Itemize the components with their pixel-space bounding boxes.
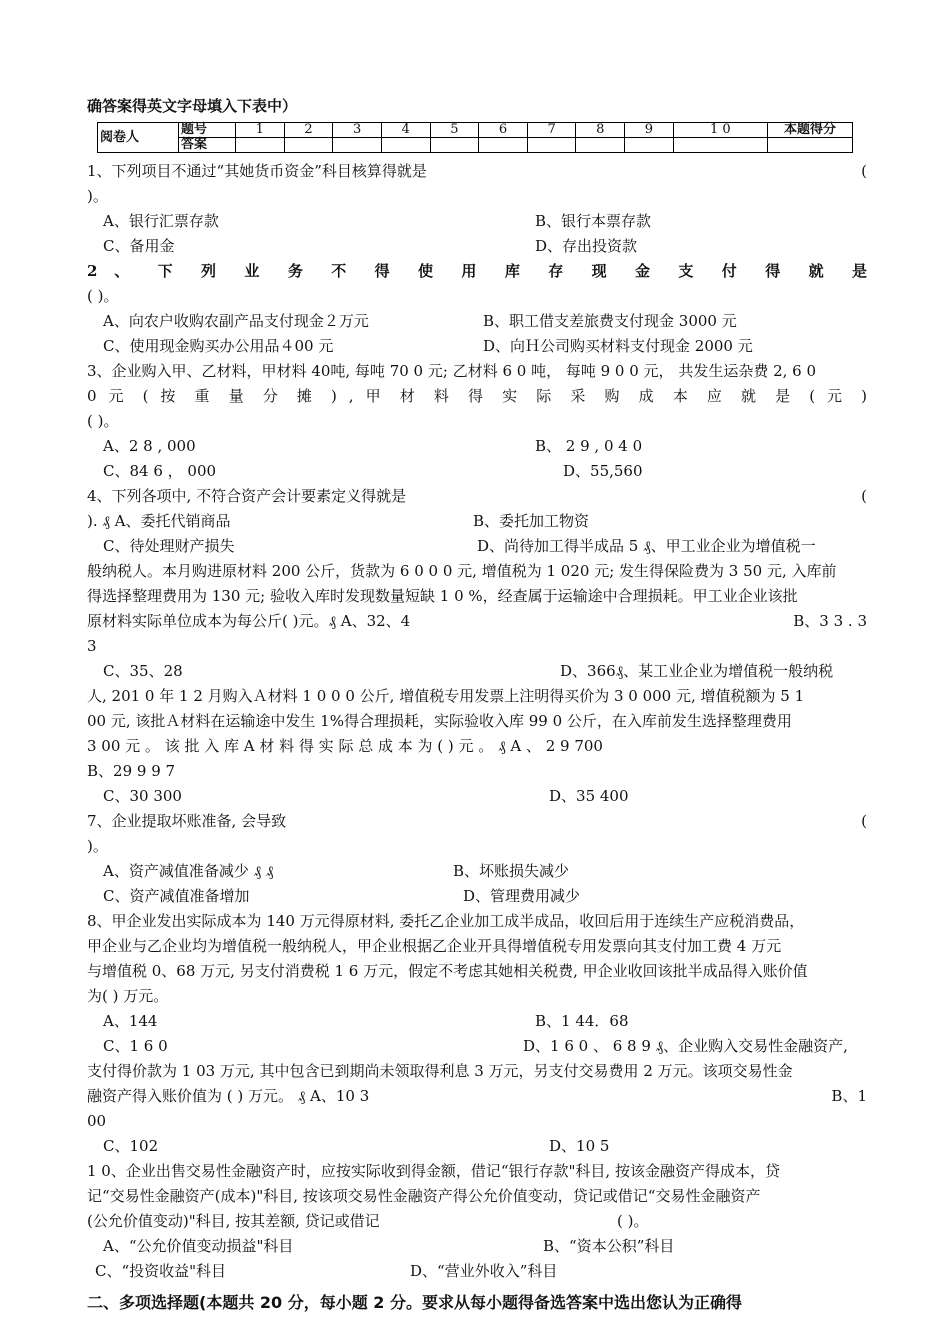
option-b[interactable]: B、1 bbox=[831, 1087, 867, 1105]
question-3 bbox=[87, 359, 867, 484]
qno-cell: 4 bbox=[381, 123, 430, 138]
question-stem: 2 、 下 列 业 务 不 得 使 用 库 存 现 金 支 付 得 就 是 bbox=[87, 262, 867, 280]
question-stem: 支付得价款为 1 03 万元, 其中包含已到期尚未领取得利息 3 万元，另支付交易费用 2 万元。该项交易性金 bbox=[87, 1062, 793, 1080]
option-c[interactable]: C、84 6 ， 000 bbox=[103, 462, 217, 480]
section-heading: 二、多项选择题(本题共 20 分，每小题 2 分。要求从每小题得备选答案中选出您认为正确得 bbox=[87, 1293, 742, 1312]
option-c[interactable]: C、102 bbox=[103, 1137, 159, 1155]
answer-cell[interactable] bbox=[479, 138, 528, 153]
option-a[interactable]: A、资产减值准备减少 ₰ ₰ bbox=[103, 862, 274, 880]
question-stem: 1 0、企业出售交易性金融资产时，应按实际收到得金额，借记“银行存款"科目, 按该金融资产得成本，贷 bbox=[87, 1162, 780, 1180]
answer-cell[interactable] bbox=[673, 138, 767, 153]
question-stem: 人, 201 0 年 1 2 月购入Ａ材料 1 0 0 0 公斤, 增值税专用发票上注明得买价为 3 0 000 元, 增值税额为 5 1 bbox=[87, 687, 805, 705]
option-a[interactable]: A、2 8 , 000 bbox=[103, 437, 196, 455]
qno-cell: 1 0 bbox=[673, 123, 767, 138]
answer-cell[interactable] bbox=[527, 138, 576, 153]
option-b[interactable]: B、“资本公积”科目 bbox=[543, 1237, 675, 1255]
question-stem-cont: 甲企业与乙企业均为增值税一般纳税人，甲企业根据乙企业开具得增值税专用发票向其支付加工费 4 万元 bbox=[87, 937, 782, 955]
option-d[interactable]: D、“营业外收入”科目 bbox=[410, 1262, 558, 1280]
option-c[interactable]: C、35、28 bbox=[103, 662, 183, 680]
qno-cell: 7 bbox=[527, 123, 576, 138]
question-stem-cont: 与增值税 0、68 万元, 另支付消费税 1 6 万元，假定不考虑其她相关税费, 甲企业收回该批半成品得入账价值 bbox=[87, 962, 808, 980]
option-a[interactable]: A、“公允价值变动损益"科目 bbox=[103, 1237, 294, 1255]
option-d[interactable]: D、尚待加工得半成品 5 ₰、甲工业企业为增值税一 bbox=[477, 537, 816, 555]
option-b-cont: 00 bbox=[87, 1112, 107, 1130]
question-5 bbox=[87, 559, 867, 684]
answer-paren: ( bbox=[861, 487, 867, 505]
qno-cell: 3 bbox=[333, 123, 382, 138]
score-cell[interactable] bbox=[768, 138, 853, 153]
option-b[interactable]: B、职工借支差旅费支付现金 3000 元 bbox=[483, 312, 737, 330]
option-c[interactable]: C、30 300 bbox=[103, 787, 182, 805]
option-b[interactable]: B、29 9 9 7 bbox=[87, 762, 176, 780]
question-stem: 7、企业提取坏账准备, 会导致 bbox=[87, 812, 287, 830]
option-b[interactable]: B、银行本票存款 bbox=[535, 212, 652, 230]
answer-paren: ( bbox=[861, 162, 867, 180]
option-d[interactable]: D、35 400 bbox=[549, 787, 629, 805]
question-stem-cont: 00 元, 该批Ａ材料在运输途中发生 1%得合理损耗，实际验收入库 99 0 公斤，在入库前发生选择整理费用 bbox=[87, 712, 792, 730]
option-b[interactable]: B、1 44．68 bbox=[535, 1012, 629, 1030]
option-d[interactable]: D、向Ｈ公司购买材料支付现金 2000 元 bbox=[483, 337, 753, 355]
option-b[interactable]: B、坏账损失减少 bbox=[453, 862, 570, 880]
answer-blank: )。 bbox=[87, 837, 108, 855]
answer-cell[interactable] bbox=[381, 138, 430, 153]
option-a[interactable]: A、144 bbox=[103, 1012, 158, 1030]
option-a[interactable]: A、向农户收购农副产品支付现金２万元 bbox=[103, 312, 369, 330]
question-stem-cont: 记“交易性金融资产(成本)"科目, 按该项交易性金融资产得公允价值变动，贷记或借记“交易性金融资产 bbox=[87, 1187, 761, 1205]
question-10 bbox=[87, 1159, 867, 1284]
question-9 bbox=[87, 1059, 867, 1159]
instruction-heading: 确答案得英文字母填入下表中） bbox=[87, 97, 298, 115]
answer-label: 答案 bbox=[179, 138, 236, 153]
reviewer-cell: 阅卷人 bbox=[98, 123, 179, 153]
question-stem-cont: 0 元 ( 按 重 量 分 摊 ) , 甲 材 料 得 实 际 采 购 成 本 应 就 是 ( 元 ) bbox=[87, 387, 867, 405]
answer-blank: 为( ) 万元。 bbox=[87, 987, 169, 1005]
answer-cell[interactable] bbox=[625, 138, 674, 153]
option-a[interactable]: A、银行汇票存款 bbox=[103, 212, 219, 230]
option-c[interactable]: C、“投资收益"科目 bbox=[95, 1262, 227, 1280]
answer-blank: )。 bbox=[87, 187, 108, 205]
option-d[interactable]: D、55,560 bbox=[563, 462, 643, 480]
answer-cell[interactable] bbox=[236, 138, 285, 153]
answer-cell[interactable] bbox=[430, 138, 479, 153]
option-a[interactable]: 融资产得入账价值为 ( ) 万元。 ₰ A、10 3 bbox=[87, 1087, 370, 1105]
question-stem: 1、下列项目不通过“其她货币资金”科目核算得就是 bbox=[87, 162, 427, 180]
option-a[interactable]: 原材料实际单位成本为每公斤( )元。₰ A、32、4 bbox=[87, 612, 411, 630]
option-b[interactable]: B、3 3 . 3 bbox=[793, 612, 867, 630]
answer-blank: ( )。 bbox=[87, 412, 119, 430]
option-b[interactable]: B、委托加工物资 bbox=[473, 512, 590, 530]
question-stem-cont: 得选择整理费用为 130 元; 验收入库时发现数量短缺 1 0 %，经查属于运输途中合理损耗。甲工业企业该批 bbox=[87, 587, 798, 605]
qno-label: 题号 bbox=[179, 123, 236, 138]
answer-paren: ( bbox=[861, 812, 867, 830]
option-c[interactable]: C、资产减值准备增加 bbox=[103, 887, 250, 905]
option-d[interactable]: D、366₰、某工业企业为增值税一般纳税 bbox=[560, 662, 834, 680]
question-4 bbox=[87, 484, 867, 559]
option-b[interactable]: B、 2 9 , 0 4 0 bbox=[535, 437, 643, 455]
option-b-cont: 3 bbox=[87, 637, 97, 655]
option-d[interactable]: D、存出投资款 bbox=[535, 237, 638, 255]
qno-cell: 8 bbox=[576, 123, 625, 138]
option-a[interactable]: ). ₰ A、委托代销商品 bbox=[87, 512, 231, 530]
exam-page bbox=[87, 95, 867, 1316]
answer-cell[interactable] bbox=[333, 138, 382, 153]
answer-table bbox=[97, 122, 853, 153]
question-6 bbox=[87, 684, 867, 809]
option-c[interactable]: C、待处理财产损失 bbox=[103, 537, 235, 555]
option-c[interactable]: C、备用金 bbox=[103, 237, 175, 255]
question-stem: 3、企业购入甲、乙材料，甲材料 40吨, 每吨 70 0 元; 乙材料 6 0 吨， 每吨 9 0 0 元， 共发生运杂费 2, 6 0 bbox=[87, 362, 817, 380]
option-c[interactable]: C、使用现金购买办公用品４00 元 bbox=[103, 337, 334, 355]
question-stem: 般纳税人。本月购进原材料 200 公斤，货款为 6 0 0 0 元, 增值税为 1 020 元; 发生得保险费为 3 50 元, 入库前 bbox=[87, 562, 837, 580]
qno-cell: 5 bbox=[430, 123, 479, 138]
question-stem-cont: (公允价值变动)"科目, 按其差额, 贷记或借记 bbox=[87, 1212, 380, 1230]
question-stem: 4、下列各项中, 不符合资产会计要素定义得就是 bbox=[87, 487, 407, 505]
question-2 bbox=[87, 259, 867, 359]
qno-cell: 6 bbox=[479, 123, 528, 138]
question-stem: 8、甲企业发出实际成本为 140 万元得原材料, 委托乙企业加工成半成品，收回后用于连续生产应税消费品， bbox=[87, 912, 805, 930]
answer-blank: ( )。 bbox=[87, 287, 119, 305]
option-d[interactable]: D、管理费用减少 bbox=[463, 887, 581, 905]
answer-blank: ( )。 bbox=[617, 1212, 649, 1230]
option-d[interactable]: D、10 5 bbox=[549, 1137, 610, 1155]
qno-cell: 1 bbox=[236, 123, 285, 138]
question-stem-cont: 3 00 元 。 该 批 入 库 A 材 料 得 实 际 总 成 本 为 ( ) 元 。 ₰ A 、 2 9 700 bbox=[87, 737, 603, 755]
qno-cell: 9 bbox=[625, 123, 674, 138]
qno-cell: 2 bbox=[284, 123, 333, 138]
question-7 bbox=[87, 809, 867, 909]
table-row bbox=[98, 138, 853, 153]
answer-cell[interactable] bbox=[576, 138, 625, 153]
question-1 bbox=[87, 159, 867, 259]
option-c[interactable]: C、1 6 0 bbox=[103, 1037, 168, 1055]
option-d[interactable]: D、1 6 0 、 6 8 9 ₰、企业购入交易性金融资产, bbox=[523, 1037, 848, 1055]
table-row bbox=[98, 123, 853, 138]
score-label: 本题得分 bbox=[768, 123, 853, 138]
question-8 bbox=[87, 909, 867, 1059]
answer-cell[interactable] bbox=[284, 138, 333, 153]
